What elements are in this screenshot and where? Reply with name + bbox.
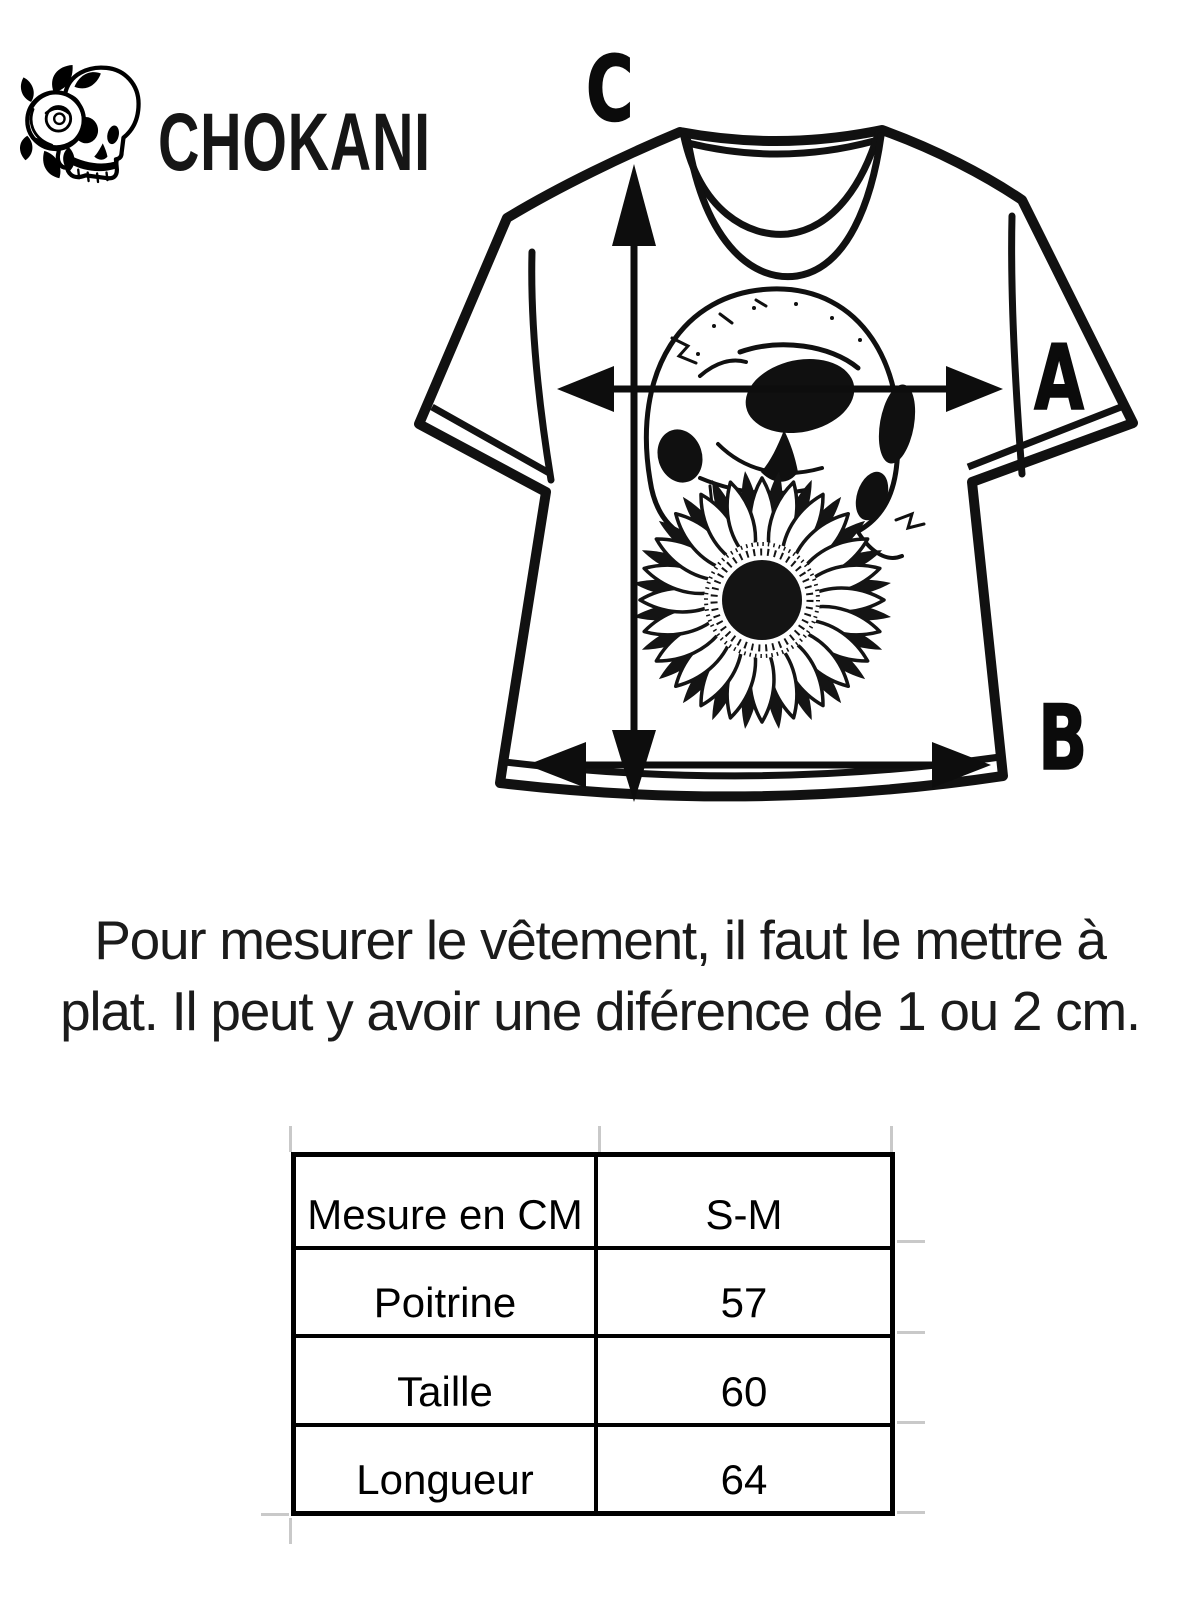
measurement-note xyxy=(0,905,1200,1047)
size-table-row-value: 60 xyxy=(598,1334,890,1423)
gridline-stub xyxy=(897,1331,925,1334)
measurement-note-line1: Pour mesurer le vêtement, il faut le mettre à xyxy=(94,909,1106,971)
gridline-stub xyxy=(897,1240,925,1243)
gridline-stub xyxy=(897,1511,925,1514)
gridline-stub xyxy=(289,1518,292,1544)
brand-name: CHOKANI xyxy=(158,97,431,188)
size-table-header-measure: Mesure en CM xyxy=(296,1157,598,1246)
size-table-row-label: Longueur xyxy=(296,1423,598,1512)
skull-rose-logo-icon xyxy=(16,58,148,206)
measure-label-chest: A xyxy=(1034,326,1085,431)
gridline-stub xyxy=(598,1126,601,1152)
gridline-stub xyxy=(289,1126,292,1152)
gridline-stub xyxy=(897,1421,925,1424)
size-table-row-label: Taille xyxy=(296,1334,598,1423)
gridline-stub xyxy=(261,1513,289,1516)
size-table-row-value: 57 xyxy=(598,1246,890,1335)
size-table-row-label: Poitrine xyxy=(296,1246,598,1335)
measurement-note-line2: plat. Il peut y avoir une diférence de 1 ou 2 cm. xyxy=(60,980,1140,1042)
size-table xyxy=(291,1152,895,1516)
size-table-row-value: 64 xyxy=(598,1423,890,1512)
size-table-header-size: S-M xyxy=(705,1190,783,1238)
measure-label-bottom: B xyxy=(1038,686,1088,791)
tshirt-diagram-illustration xyxy=(390,55,1150,825)
gridline-stub xyxy=(890,1126,893,1152)
measure-label-length: C xyxy=(586,37,634,142)
